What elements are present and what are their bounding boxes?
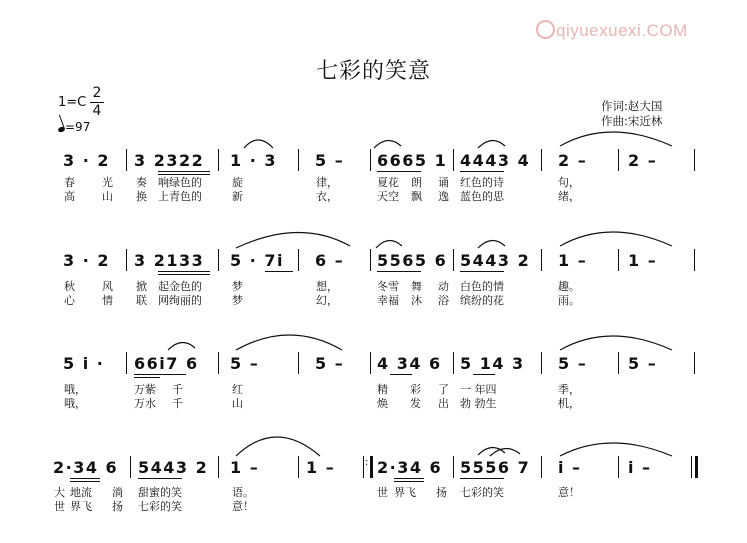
measure: 5 – [230, 354, 260, 373]
lyric: 逸 [438, 190, 449, 203]
lyric: 地流 [70, 486, 92, 499]
slur [244, 140, 273, 148]
lyric: 高 [64, 190, 75, 203]
measure: 3 2322 [134, 151, 205, 170]
measure: 5565 6 [377, 251, 448, 270]
tie [236, 335, 342, 350]
measure: 3 2133 [134, 251, 205, 270]
lyric: 夏花 [377, 176, 399, 189]
measure: 5556 7 [460, 458, 531, 477]
measure: 1 · 3 [230, 151, 277, 170]
lyric: 缤纷的花 [460, 294, 504, 307]
tie [560, 232, 672, 246]
lyric: 心 [64, 294, 75, 307]
tempo-value: =97 [65, 120, 91, 134]
lyric: 衣， [316, 190, 338, 203]
lyric: 勃 勃生 [460, 397, 497, 410]
lyric: 奏 [136, 176, 147, 189]
measure: 5 i · [63, 354, 105, 373]
lyric: 情 [102, 294, 113, 307]
slur [478, 447, 505, 455]
lyric: 语。 [232, 486, 254, 499]
lyric: 换 [136, 190, 147, 203]
lyric: 界飞 [394, 486, 416, 499]
lyric: 山 [232, 397, 243, 410]
measure: 1 – [628, 251, 658, 270]
lyric: 响绿色的 [158, 176, 202, 189]
lyric: 白色的情 [460, 280, 504, 293]
lyric: 蓝色的思 [460, 190, 504, 203]
measure: 6 – [315, 251, 345, 270]
measure: 6665 1 [377, 151, 448, 170]
lyric: 绪， [558, 190, 580, 203]
lyric: 七彩的笑 [460, 486, 504, 499]
tie [560, 132, 672, 146]
lyric: 万水 [134, 397, 156, 410]
lyric: 大 [54, 486, 65, 499]
measure: 1 – [230, 458, 260, 477]
measure: 3 · 2 [63, 151, 110, 170]
lyric: 精 [377, 383, 388, 396]
measure: 2·34 6 [377, 458, 443, 477]
lyric: 春 [64, 176, 75, 189]
lyric: 律， [316, 176, 338, 189]
time-signature-bottom: 4 [92, 103, 102, 119]
lyric: 哦， [64, 397, 86, 410]
lyric: 舞 [411, 280, 422, 293]
measure: i – [628, 458, 652, 477]
measure: 66i7 6 [134, 354, 199, 373]
measure: i – [558, 458, 582, 477]
slur [236, 232, 350, 248]
measure: 5 · 7i [230, 251, 284, 270]
lyric: 七彩的笑 [138, 500, 182, 513]
lyric: 千 [172, 383, 183, 396]
lyric: 风 [102, 280, 113, 293]
lyric: 网绚丽的 [158, 294, 202, 307]
lyric: 联 [136, 294, 147, 307]
lyric: 雨。 [558, 294, 580, 307]
lyric: 起金色的 [158, 280, 202, 293]
repeat-dots-icon: : [365, 457, 369, 468]
lyric: 红色的诗 [460, 176, 504, 189]
lyric: 扬 [112, 500, 123, 513]
lyric: 上青色的 [158, 190, 202, 203]
lyric: 想， [316, 280, 338, 293]
measure: 4443 4 [460, 151, 531, 170]
lyric: 哦， [64, 383, 86, 396]
lyric: 万紫 [134, 383, 156, 396]
lyric: 新 [232, 190, 243, 203]
key-signature: 1=C [58, 95, 87, 110]
lyric: 旋 [232, 176, 243, 189]
lyric: 动 [438, 280, 449, 293]
lyric: 句， [558, 176, 580, 189]
lyric: 朗 [411, 176, 422, 189]
lyric: 淌 [112, 486, 123, 499]
lyric: 幸福 [377, 294, 399, 307]
lyric: 意！ [232, 500, 254, 513]
watermark-text: qiyuexuexi.COM [556, 21, 688, 40]
lyric: 机， [558, 397, 580, 410]
measure: 2 – [558, 151, 588, 170]
lyric: 甜蜜的笑 [138, 486, 182, 499]
measure: 5 – [628, 354, 658, 373]
tie [236, 437, 320, 456]
measure: 2 – [628, 151, 658, 170]
lyric: 焕 [377, 397, 388, 410]
lyric: 世 [377, 486, 388, 499]
slur [168, 342, 195, 350]
lyric: 诵 [438, 176, 449, 189]
song-title: 七彩的笑意 [315, 59, 431, 84]
lyric: 沐 [411, 294, 422, 307]
measure: 4 34 6 [377, 354, 442, 373]
lyric: 千 [172, 397, 183, 410]
lyric: 冬雪 [377, 280, 399, 293]
lyric: 掀 [136, 280, 147, 293]
measure: 5 – [558, 354, 588, 373]
lyric: 一 年四 [460, 383, 497, 396]
lyric: 天空 [377, 190, 399, 203]
lyricist-credit: 作词:赵大国 [601, 99, 663, 113]
lyric: 了 [438, 383, 449, 396]
lyric: 界飞 [70, 500, 92, 513]
measure: 5443 2 [460, 251, 531, 270]
lyric: 山 [102, 190, 113, 203]
tie [560, 443, 672, 456]
lyric: 梦 [232, 294, 243, 307]
slur [478, 240, 505, 248]
lyric: 幻， [316, 294, 338, 307]
lyric: 世 [54, 500, 65, 513]
composer-credit: 作曲:宋近林 [601, 114, 663, 128]
slur [374, 140, 401, 148]
lyric: 秋 [64, 280, 75, 293]
measure: 3 · 2 [63, 251, 110, 270]
measure: 5443 2 [138, 458, 209, 477]
time-signature-top: 2 [92, 85, 102, 101]
measure: 5 – [315, 354, 345, 373]
measure: 1 – [558, 251, 588, 270]
slur [376, 240, 402, 248]
measure: 5 – [315, 151, 345, 170]
lyric: 浴 [438, 294, 449, 307]
slur [478, 140, 505, 148]
lyric: 扬 [436, 486, 447, 499]
lyric: 季， [558, 383, 580, 396]
measure: 2·34 6 [53, 458, 119, 477]
lyric: 飘 [411, 190, 422, 203]
lyric: 出 [438, 397, 449, 410]
lyric: 意！ [558, 486, 580, 499]
lyric: 梦 [232, 280, 243, 293]
lyric: 发 [410, 397, 421, 410]
measure: 1 – [306, 458, 336, 477]
tie [560, 336, 672, 350]
lyric: 光 [102, 176, 113, 189]
lyric: 趣。 [558, 280, 580, 293]
lyric: 彩 [410, 383, 421, 396]
lyric: 红 [232, 383, 243, 396]
measure: 5 14 3 [460, 354, 525, 373]
